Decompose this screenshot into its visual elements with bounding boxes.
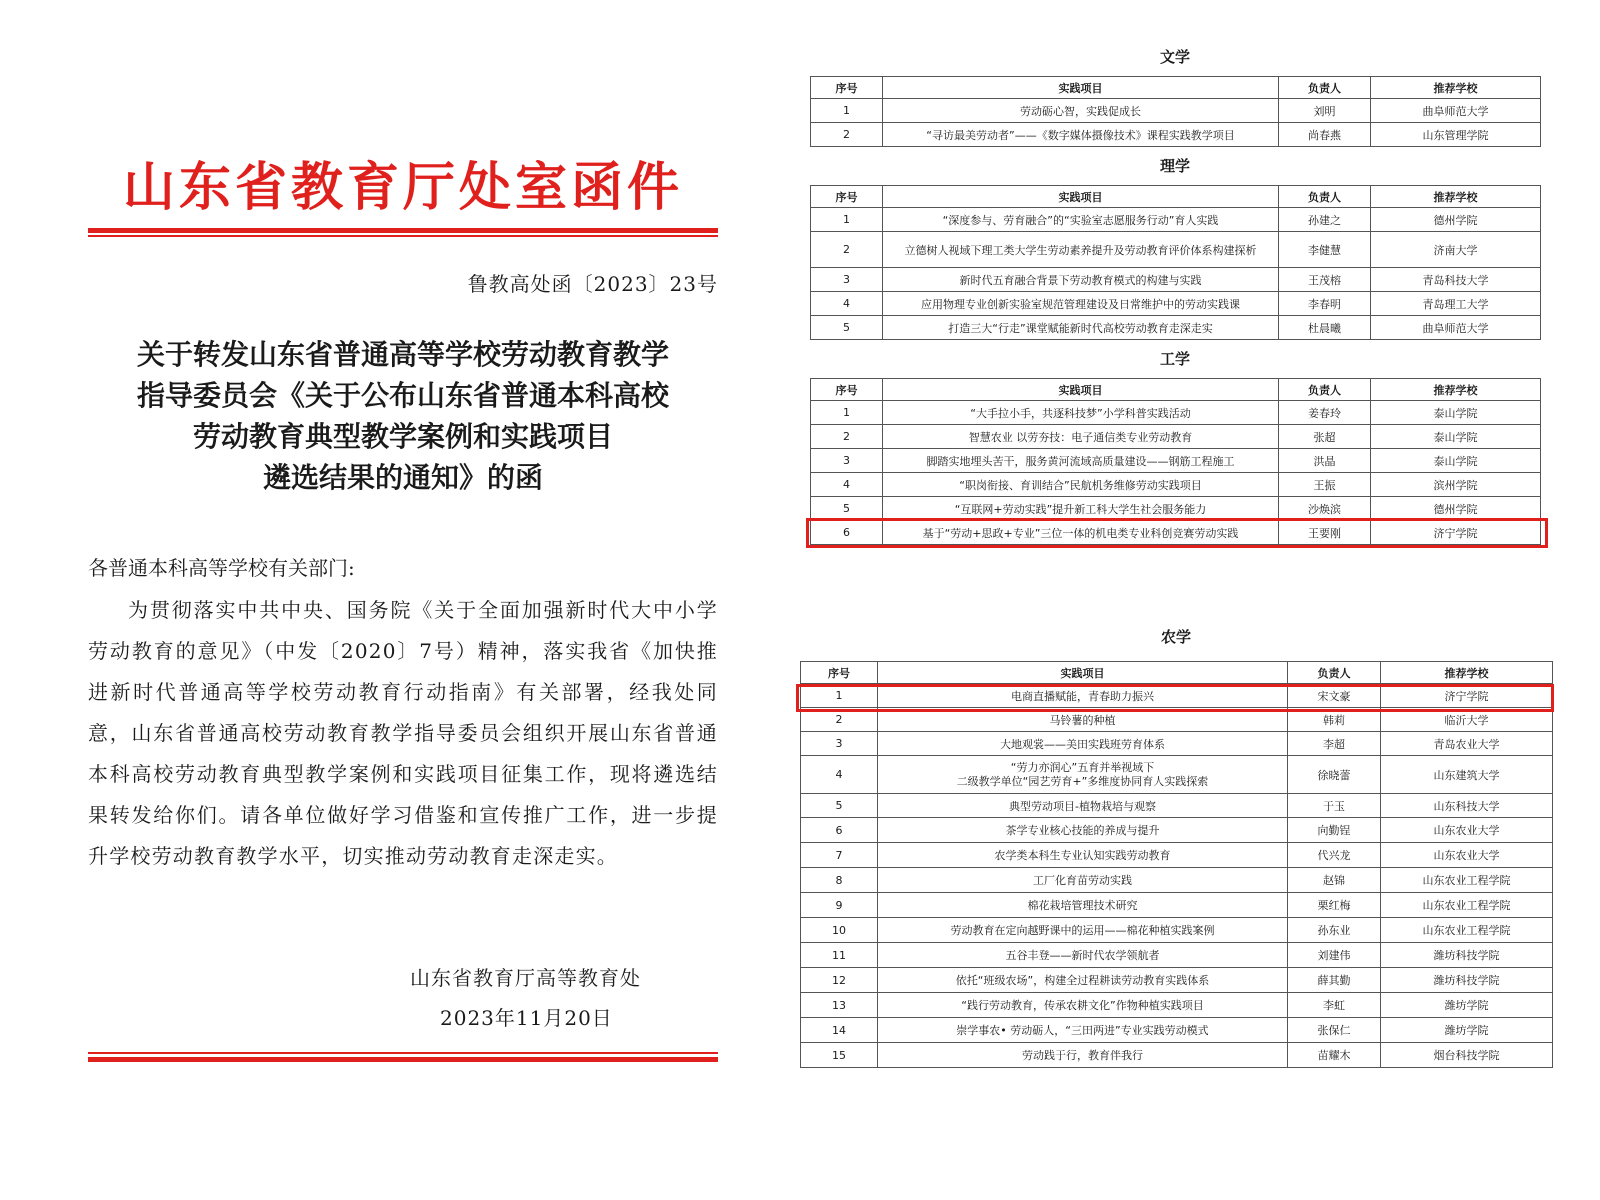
table-row	[811, 316, 1541, 340]
section-title-wenxue: 文学	[1159, 48, 1190, 66]
table-nongxue	[800, 661, 1553, 1068]
cell-school: 山东管理学院	[1371, 123, 1541, 147]
table-row	[811, 232, 1541, 268]
table-row	[811, 449, 1541, 473]
cell-leader: 向勤锃	[1288, 818, 1381, 843]
cell-school: 济宁学院	[1371, 521, 1541, 545]
column-header-index: 序号	[811, 186, 883, 208]
cell-project: 劳动践于行，教育伴我行	[878, 1043, 1288, 1068]
table-lixue	[810, 185, 1541, 340]
section-title-lixue: 理学	[1159, 157, 1190, 175]
footer-rule-thin	[88, 1052, 718, 1054]
cell-leader: 王要刚	[1279, 521, 1371, 545]
column-header-index: 序号	[801, 662, 878, 684]
cell-project: “深度参与、劳育融合”的“实验室志愿服务行动”育人实践	[883, 208, 1279, 232]
cell-leader: 李春明	[1279, 292, 1371, 316]
cell-school: 潍坊科技学院	[1381, 968, 1553, 993]
cell-index: 4	[811, 473, 883, 497]
cell-index: 10	[801, 918, 878, 943]
letter-title-line: 遴选结果的通知》的函	[262, 461, 543, 494]
table-header-row	[811, 77, 1541, 99]
highlight-box-gongxue-row-6	[806, 518, 1548, 548]
cell-leader: 宋文豪	[1288, 684, 1381, 708]
table-row	[811, 473, 1541, 497]
cell-index: 3	[811, 268, 883, 292]
cell-index: 14	[801, 1018, 878, 1043]
table-header-row	[801, 662, 1553, 684]
cell-school: 德州学院	[1371, 497, 1541, 521]
cell-index: 1	[811, 401, 883, 425]
cell-school: 曲阜师范大学	[1371, 316, 1541, 340]
cell-leader: 姜春玲	[1279, 401, 1371, 425]
letter-title	[88, 334, 718, 498]
table-row	[811, 425, 1541, 449]
table-row	[811, 292, 1541, 316]
letter-body: 为贯彻落实中共中央、国务院《关于全面加强新时代大中小学劳动教育的意见》（中发〔2020〕7号）精神，落实我省《加快推进新时代普通高等学校劳动教育行动指南》有关部署，经我处同意，山东省普通高校劳动教育教学指导委员会组织开展山东省普通本科高校劳动教育典型教学案例和实践项目征集工作，现将遴选结果转发给你们。请各单位做好学习借鉴和宣传推广工作，进一步提升学校劳动教育教学水平，切实推动劳动教育走深走实。	[88, 598, 718, 868]
cell-project: 崇学事农• 劳动砺人，“三田两进”专业实践劳动模式	[878, 1018, 1288, 1043]
cell-project: 劳动砺心智，实践促成长	[883, 99, 1279, 123]
column-header-project: 实践项目	[883, 77, 1279, 99]
letter-signer: 山东省教育厅高等教育处	[410, 966, 641, 990]
letter-date: 2023年11月20日	[440, 1006, 613, 1030]
cell-school: 滨州学院	[1371, 473, 1541, 497]
table-row	[801, 732, 1553, 756]
cell-school: 临沂大学	[1381, 708, 1553, 732]
cell-leader: 刘建伟	[1288, 943, 1381, 968]
cell-school: 青岛理工大学	[1371, 292, 1541, 316]
cell-school: 潍坊科技学院	[1381, 943, 1553, 968]
table-row	[811, 497, 1541, 521]
table-row	[811, 208, 1541, 232]
cell-project: 基于“劳动+思政+专业”三位一体的机电类专业科创竞赛劳动实践	[883, 521, 1279, 545]
cell-school: 泰山学院	[1371, 401, 1541, 425]
table-row	[801, 818, 1553, 843]
cell-project: “职岗衔接、育训结合”民航机务维修劳动实践项目	[883, 473, 1279, 497]
cell-project: 马铃薯的种植	[878, 708, 1288, 732]
cell-leader: 薛其勤	[1288, 968, 1381, 993]
cell-project: 智慧农业 以劳夯技：电子通信类专业劳动教育	[883, 425, 1279, 449]
header-rule-thin	[88, 235, 718, 237]
cell-school: 济宁学院	[1381, 684, 1553, 708]
cell-leader: 韩莉	[1288, 708, 1381, 732]
table-row	[801, 893, 1553, 918]
cell-index: 12	[801, 968, 878, 993]
table-row	[811, 123, 1541, 147]
column-header-leader: 负责人	[1279, 77, 1371, 99]
cell-project: 茶学专业核心技能的养成与提升	[878, 818, 1288, 843]
cell-leader: 刘明	[1279, 99, 1371, 123]
cell-index: 6	[801, 818, 878, 843]
cell-index: 2	[811, 123, 883, 147]
cell-leader: 孙建之	[1279, 208, 1371, 232]
cell-school: 山东农业大学	[1381, 843, 1553, 868]
cell-project: 打造三大“行走”课堂赋能新时代高校劳动教育走深走实	[883, 316, 1279, 340]
cell-school: 烟台科技学院	[1381, 1043, 1553, 1068]
cell-index: 2	[811, 232, 883, 268]
table-row	[801, 868, 1553, 893]
cell-school: 山东农业工程学院	[1381, 868, 1553, 893]
cell-index: 9	[801, 893, 878, 918]
cell-school: 泰山学院	[1371, 425, 1541, 449]
cell-index: 1	[801, 684, 878, 708]
cell-leader: 李虹	[1288, 993, 1381, 1018]
table-row	[801, 918, 1553, 943]
letter-addressee: 各普通本科高等学校有关部门:	[88, 556, 355, 580]
cell-school: 山东农业大学	[1381, 818, 1553, 843]
cell-project: 立德树人视域下理工类大学生劳动素养提升及劳动教育评价体系构建探析	[883, 232, 1279, 268]
section-title-nongxue: 农学	[1160, 628, 1191, 646]
cell-project: “寻访最美劳动者”——《数字媒体摄像技术》课程实践教学项目	[883, 123, 1279, 147]
cell-index: 2	[811, 425, 883, 449]
cell-leader: 栗红梅	[1288, 893, 1381, 918]
letter-title-line: 关于转发山东省普通高等学校劳动教育教学	[136, 338, 669, 371]
cell-leader: 洪晶	[1279, 449, 1371, 473]
section-title-gongxue: 工学	[1159, 350, 1190, 368]
cell-leader: 赵锦	[1288, 868, 1381, 893]
cell-leader: 张超	[1279, 425, 1371, 449]
cell-project: 工厂化育苗劳动实践	[878, 868, 1288, 893]
cell-leader: 李超	[1288, 732, 1381, 756]
table-wenxue	[810, 76, 1541, 147]
cell-school: 泰山学院	[1371, 449, 1541, 473]
cell-leader: 杜晨曦	[1279, 316, 1371, 340]
cell-index: 15	[801, 1043, 878, 1068]
column-header-school: 推荐学校	[1371, 186, 1541, 208]
column-header-index: 序号	[811, 77, 883, 99]
cell-project: 大地观裳——美田实践班劳育体系	[878, 732, 1288, 756]
cell-project: “劳力亦润心”五育并举视域下 二级教学单位“园艺劳育+”多维度协同育人实践探索	[878, 756, 1288, 794]
highlight-box-nongxue-row-1	[796, 684, 1554, 712]
cell-index: 11	[801, 943, 878, 968]
cell-index: 5	[801, 794, 878, 818]
table-row	[801, 943, 1553, 968]
column-header-project: 实践项目	[878, 662, 1288, 684]
cell-index: 3	[801, 732, 878, 756]
cell-school: 青岛科技大学	[1371, 268, 1541, 292]
table-row	[811, 99, 1541, 123]
header-rule-thick	[88, 228, 718, 233]
cell-index: 13	[801, 993, 878, 1018]
cell-index: 1	[811, 208, 883, 232]
cell-project: 五谷丰登——新时代农学领航者	[878, 943, 1288, 968]
cell-project: “大手拉小手，共逐科技梦”小学科普实践活动	[883, 401, 1279, 425]
cell-leader: 王振	[1279, 473, 1371, 497]
cell-leader: 张保仁	[1288, 1018, 1381, 1043]
table-header-row	[811, 379, 1541, 401]
table-row	[801, 1043, 1553, 1068]
cell-index: 3	[811, 449, 883, 473]
cell-leader: 徐晓蕾	[1288, 756, 1381, 794]
document-number: 鲁教高处函〔2023〕23号	[467, 272, 718, 296]
cell-index: 1	[811, 99, 883, 123]
cell-school: 潍坊学院	[1381, 1018, 1553, 1043]
footer-rule-thick	[88, 1057, 718, 1062]
cell-school: 山东农业工程学院	[1381, 918, 1553, 943]
cell-project: 棉花栽培管理技术研究	[878, 893, 1288, 918]
letter-header: 山东省教育厅处室函件	[122, 158, 683, 218]
cell-leader: 于玉	[1288, 794, 1381, 818]
cell-school: 山东建筑大学	[1381, 756, 1553, 794]
cell-school: 山东农业工程学院	[1381, 893, 1553, 918]
cell-project: 劳动教育在定向越野课中的运用——棉花种植实践案例	[878, 918, 1288, 943]
cell-school: 山东科技大学	[1381, 794, 1553, 818]
cell-index: 8	[801, 868, 878, 893]
table-row	[801, 756, 1553, 794]
cell-index: 6	[811, 521, 883, 545]
letter-title-line: 劳动教育典型教学案例和实践项目	[192, 420, 613, 453]
cell-school: 德州学院	[1371, 208, 1541, 232]
column-header-project: 实践项目	[883, 186, 1279, 208]
cell-index: 7	[801, 843, 878, 868]
cell-leader: 苗耀木	[1288, 1043, 1381, 1068]
column-header-leader: 负责人	[1279, 379, 1371, 401]
table-row	[811, 268, 1541, 292]
cell-leader: 孙东业	[1288, 918, 1381, 943]
cell-leader: 沙焕滨	[1279, 497, 1371, 521]
column-header-school: 推荐学校	[1371, 379, 1541, 401]
cell-project: “践行劳动教育，传承农耕文化”作物种植实践项目	[878, 993, 1288, 1018]
cell-school: 济南大学	[1371, 232, 1541, 268]
cell-leader: 王茂榕	[1279, 268, 1371, 292]
table-row	[801, 794, 1553, 818]
letter-title-line: 指导委员会《关于公布山东省普通本科高校	[136, 379, 669, 412]
cell-index: 4	[811, 292, 883, 316]
cell-leader: 尚春燕	[1279, 123, 1371, 147]
cell-project: 农学类本科生专业认知实践劳动教育	[878, 843, 1288, 868]
column-header-index: 序号	[811, 379, 883, 401]
cell-index: 5	[811, 497, 883, 521]
column-header-leader: 负责人	[1279, 186, 1371, 208]
cell-leader: 代兴龙	[1288, 843, 1381, 868]
column-header-leader: 负责人	[1288, 662, 1381, 684]
cell-project: “互联网+劳动实践”提升新工科大学生社会服务能力	[883, 497, 1279, 521]
table-row	[801, 993, 1553, 1018]
cell-project: 依托“班级农场”，构建全过程耕读劳动教育实践体系	[878, 968, 1288, 993]
table-row	[801, 968, 1553, 993]
cell-leader: 李健慧	[1279, 232, 1371, 268]
column-header-school: 推荐学校	[1381, 662, 1553, 684]
cell-project: 新时代五育融合背景下劳动教育模式的构建与实践	[883, 268, 1279, 292]
cell-project: 电商直播赋能，青春助力振兴	[878, 684, 1288, 708]
cell-school: 潍坊学院	[1381, 993, 1553, 1018]
table-row	[801, 1018, 1553, 1043]
cell-project: 脚踏实地埋头苦干，服务黄河流域高质量建设——钢筋工程施工	[883, 449, 1279, 473]
table-header-row	[811, 186, 1541, 208]
table-row	[801, 843, 1553, 868]
cell-project: 应用物理专业创新实验室规范管理建设及日常维护中的劳动实践课	[883, 292, 1279, 316]
cell-school: 曲阜师范大学	[1371, 99, 1541, 123]
cell-project: 典型劳动项目-植物栽培与观察	[878, 794, 1288, 818]
column-header-school: 推荐学校	[1371, 77, 1541, 99]
cell-index: 4	[801, 756, 878, 794]
cell-index: 2	[801, 708, 878, 732]
cell-school: 青岛农业大学	[1381, 732, 1553, 756]
cell-index: 5	[811, 316, 883, 340]
table-row	[811, 401, 1541, 425]
column-header-project: 实践项目	[883, 379, 1279, 401]
